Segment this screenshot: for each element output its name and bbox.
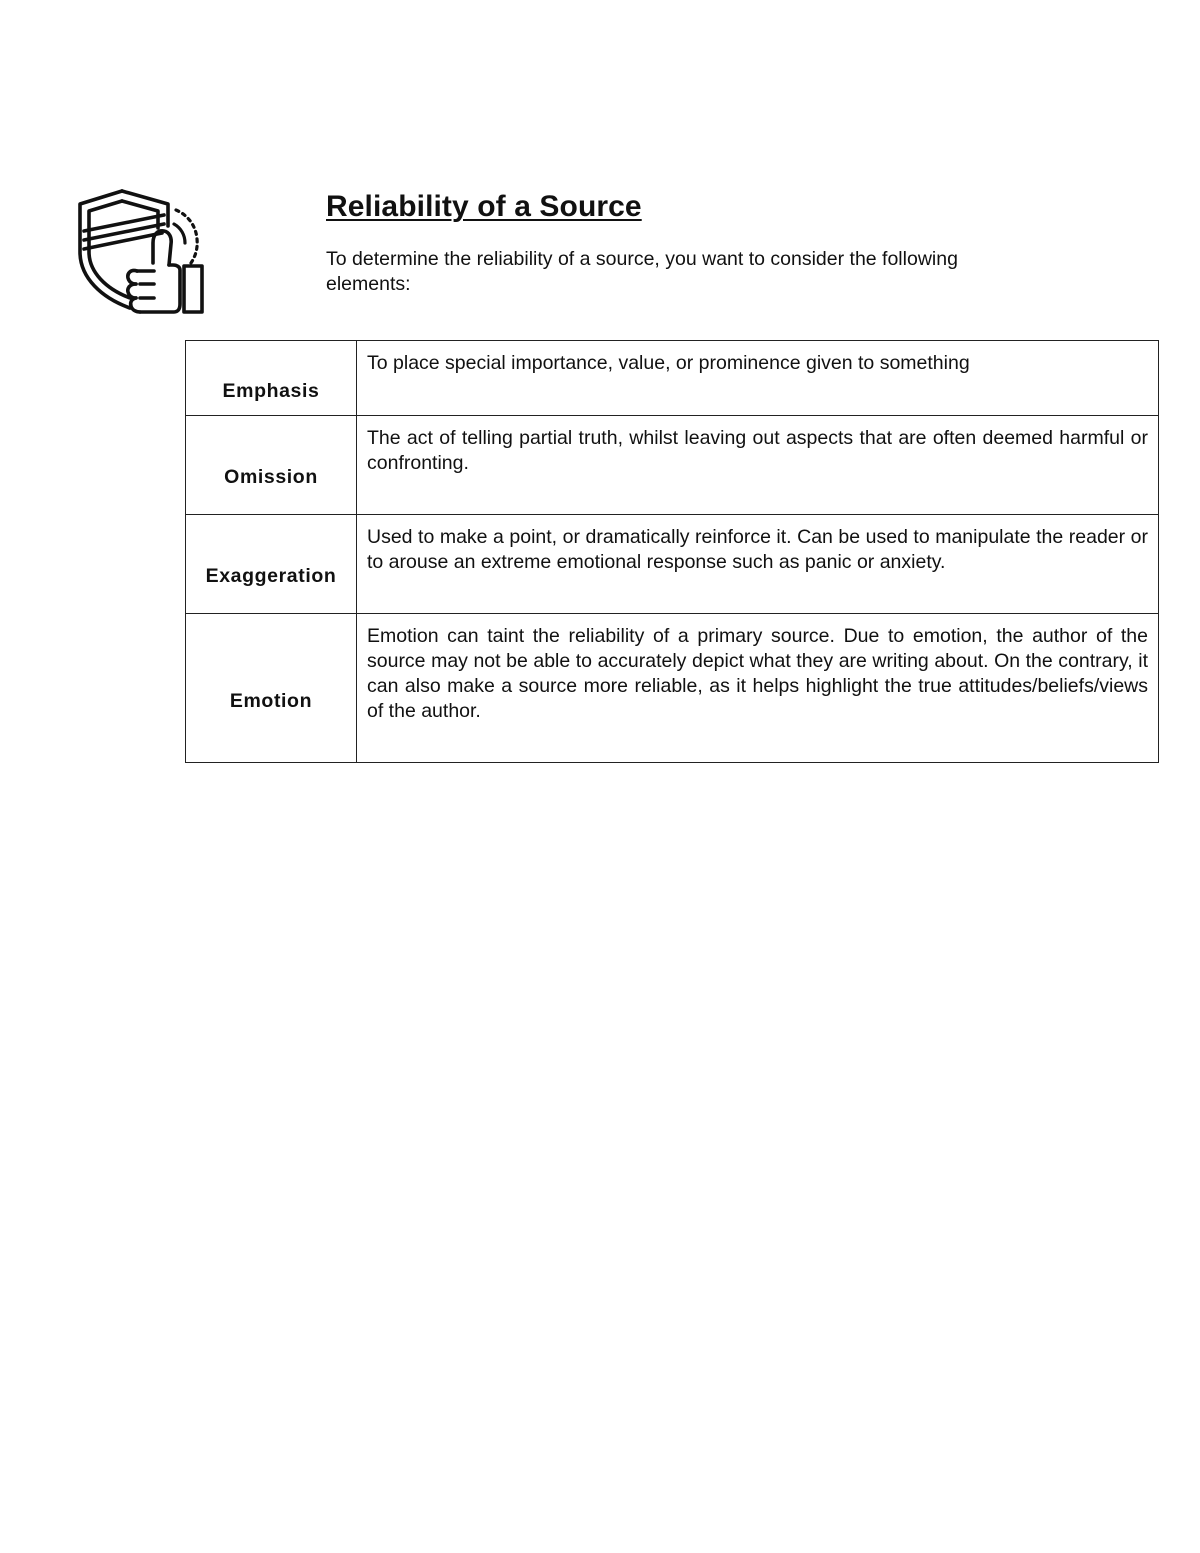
table-row <box>186 416 1159 515</box>
term-cell: Emphasis <box>186 341 357 416</box>
table-row <box>186 614 1159 763</box>
page-title: Reliability of a Source <box>326 190 642 223</box>
term-cell: Emotion <box>186 614 357 763</box>
table-row <box>186 341 1159 416</box>
shield-thumbs-up-icon <box>74 186 210 322</box>
intro-text: To determine the reliability of a source, you want to consider the following elements: <box>326 248 958 295</box>
definition-cell: Used to make a point, or dramatically reinforce it. Can be used to manipulate the reader or to arouse an extreme emotional response such as panic or anxiety. <box>357 515 1159 614</box>
term-cell: Omission <box>186 416 357 515</box>
definition-cell: The act of telling partial truth, whilst leaving out aspects that are often deemed harmful or confronting. <box>357 416 1159 515</box>
reliability-elements-table <box>185 340 1159 763</box>
table-row <box>186 515 1159 614</box>
definition-cell: Emotion can taint the reliability of a primary source. Due to emotion, the author of the source may not be able to accurately depict what they are writing about. On the contrary, it can also make a source more reliable, as it helps highlight the true attitudes/beliefs/views of the author. <box>357 614 1159 763</box>
term-cell: Exaggeration <box>186 515 357 614</box>
definition-cell: To place special importance, value, or prominence given to something <box>357 341 1159 416</box>
